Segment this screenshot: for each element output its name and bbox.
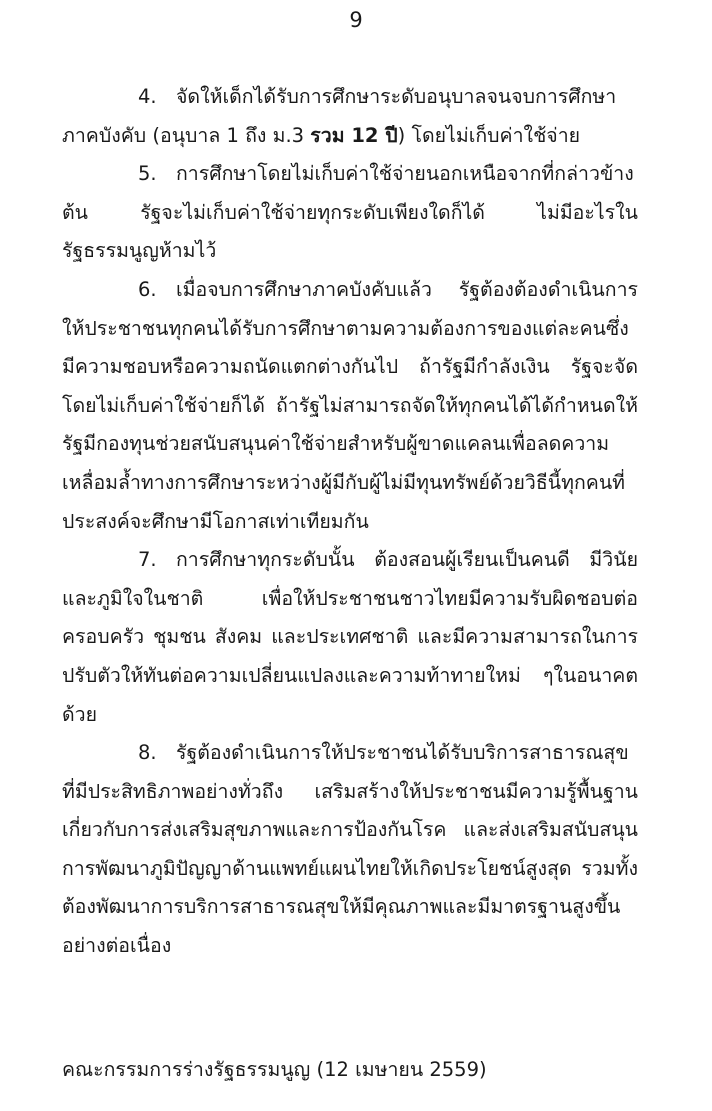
paragraph-bold-text: รวม 12 ปี [310,123,398,147]
page-number: 9 [349,8,363,32]
paragraph-number: 8. [138,741,157,765]
paragraph-text: รัฐต้องดำเนินการให้ประชาชนได้รับบริการสาธารณสุขที่มีประสิทธิภาพอย่างทั่วถึง เสริมสร้างให้ประชาชนมีความรู้พื้นฐานเกี่ยวกับการส่งเสริมสุขภาพและการป้องกันโรค และส่งเสริมสนับสนุนการพัฒนาภูมิปัญญาด้านแพทย์แผนไทยให้เกิดประโยชน์สูงสุด รวมทั้งต้องพัฒนาการบริการสาธารณสุขให้มีคุณภาพและมีมาตรฐานสูงขึ้นอย่างต่อเนื่อง [62,741,638,958]
paragraph-number: 6. [138,277,157,301]
footer-attribution: คณะกรรมการร่างรัฐธรรมนูญ (12 เมษายน 2559) [62,1058,487,1081]
paragraph-6 [62,271,638,541]
paragraph-number: 5. [138,162,157,186]
paragraph-text: จัดให้เด็กได้รับการศึกษาระดับอนุบาลจนจบการศึกษาภาคบังคับ (อนุบาล 1 ถึง ม.3 [62,85,617,147]
paragraph-text: ) โดยไม่เก็บค่าใช้จ่าย [397,123,581,147]
paragraph-7 [62,541,638,734]
paragraph-text: การศึกษาโดยไม่เก็บค่าใช้จ่ายนอกเหนือจากที่กล่าวข้างต้น รัฐจะไม่เก็บค่าใช้จ่ายทุกระดับเพียงใดก็ได้ ไม่มีอะไรในรัฐธรรมนูญห้ามไว้ [62,162,638,263]
paragraph-4 [62,78,638,155]
paragraph-number: 4. [138,85,157,108]
paragraph-text: การศึกษาทุกระดับนั้น ต้องสอนผู้เรียนเป็นคนดี มีวินัยและภูมิใจในชาติ เพื่อให้ประชาชนชาวไทยมีความรับผิดชอบต่อครอบครัว ชุมชน สังคม และประเทศชาติ และมีความสามารถในการปรับตัวให้ทันต่อความเปลี่ยนแปลงและความท้าทายใหม่ ๆในอนาคตด้วย [62,548,638,726]
document-body [62,78,638,966]
paragraph-5 [62,155,638,271]
paragraph-number: 7. [138,548,157,572]
paragraph-text: เมื่อจบการศึกษาภาคบังคับแล้ว รัฐต้องต้องดำเนินการให้ประชาชนทุกคนได้รับการศึกษาตามความต้องการของแต่ละคนซึ่งมีความชอบหรือความถนัดแตกต่างกันไป ถ้ารัฐมีกำลังเงิน รัฐจะจัดโดยไม่เก็บค่าใช้จ่ายก็ได้ ถ้ารัฐไม่สามารถจัดให้ทุกคนได้ได้กำหนดให้รัฐมีกองทุนช่วยสนับสนุนค่าใช้จ่ายสำหรับผู้ขาดแคลนเพื่อลดความเหลื่อมล้ำทางการศึกษาระหว่างผู้มีกับผู้ไม่มีทุนทรัพย์ด้วยวิธีนี้ทุกคนที่ประสงค์จะศึกษามีโอกาสเท่าเทียมกัน [62,277,638,533]
paragraph-8 [62,734,638,966]
